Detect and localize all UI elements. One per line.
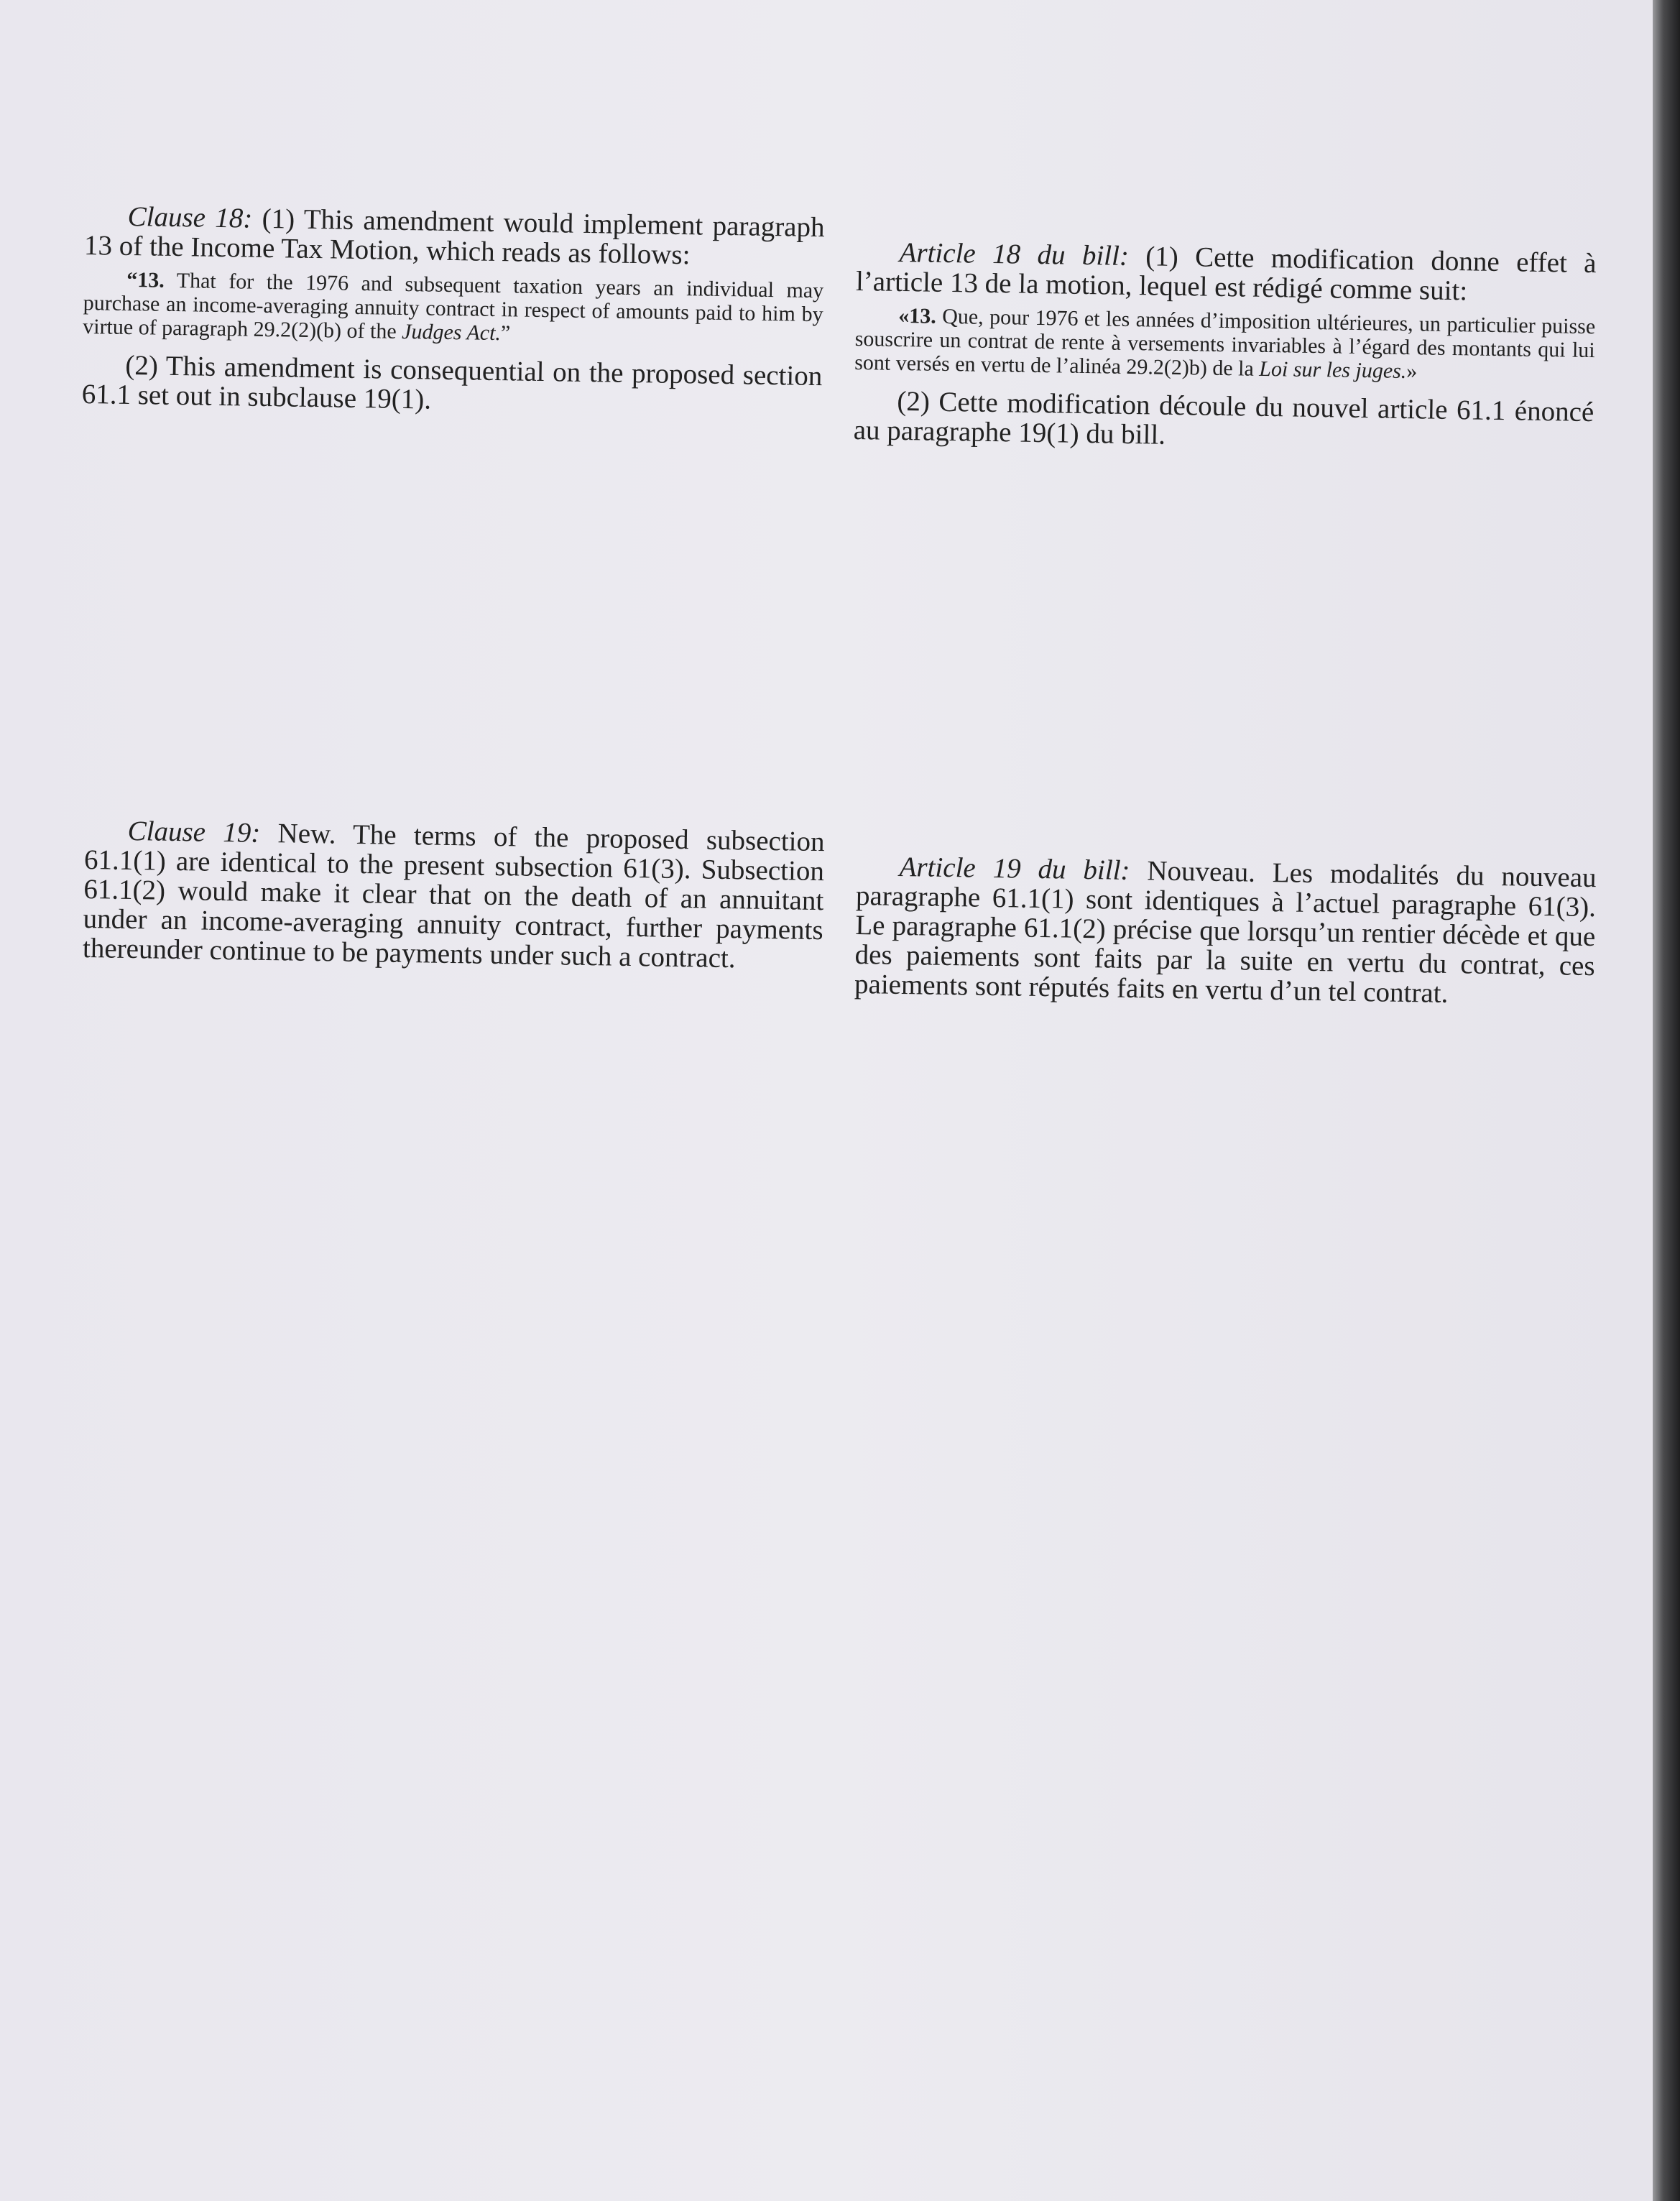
page-edge-shadow bbox=[1653, 0, 1680, 2201]
article-19-heading: Article 19 du bill: bbox=[899, 851, 1130, 886]
article-19-block bbox=[854, 852, 1597, 1018]
article-18-block bbox=[853, 237, 1597, 463]
clause-19-heading: Clause 19: bbox=[127, 815, 261, 849]
article-18-heading: Article 18 du bill: bbox=[899, 236, 1130, 272]
article-18-para2: (2) Cette modification découle du nouvel article 61.1 énoncé au paragraphe 19(1) du bill. bbox=[853, 385, 1594, 451]
article-18-quote: «13. Que, pour 1976 et les années d’imposition ultérieures, un particulier puisse souscrire un contrat de rente à versements invariables à l’égard des montants qui lui sont versés en vertu de l’alinéa 29.2(2)b) de la Loi sur les juges.» bbox=[854, 303, 1596, 384]
clause-18-block bbox=[81, 201, 825, 428]
clause-18-para2: (2) This amendment is consequential on the proposed section 61.1 set out in subclause 19(1). bbox=[81, 349, 823, 415]
clause-19-text: Clause 19: New. The terms of the proposed subsection 61.1(1) are identical to the present subsection 61(3). Subsection 61.1(2) would make it clear that on the death of an annuitant under an income-averaging annuity contract, further payments thereunder continue to be payments under such a contract. bbox=[82, 815, 825, 974]
clause-18-heading: Clause 18: bbox=[127, 200, 253, 234]
clause-18-intro: Clause 18: (1) This amendment would implement paragraph 13 of the Income Tax Motion, which reads as follows: bbox=[83, 200, 825, 271]
clause-18-quote: “13. That for the 1976 and subsequent taxation years an individual may purchase an income-averaging annuity contract in respect of amounts paid to him by virtue of paragraph 29.2(2)(b) of the Judges Act.” bbox=[82, 267, 824, 346]
clause-19-block bbox=[83, 816, 825, 982]
article-19-text: Article 19 du bill: Nouveau. Les modalités du nouveau paragraphe 61.1(1) sont identiques à l’actuel paragraphe 61(3). Le paragraphe 61.1(2) précise que lorsqu’un rentier décède et que des paiements sont faits par la suite en vertu du contrat, ces paiements sont réputés faits en vertu d’un tel contrat. bbox=[854, 851, 1597, 1009]
article-18-intro: Article 18 du bill: (1) Cette modification donne effet à l’article 13 de la motion, lequel est rédigé comme suit: bbox=[855, 236, 1597, 307]
